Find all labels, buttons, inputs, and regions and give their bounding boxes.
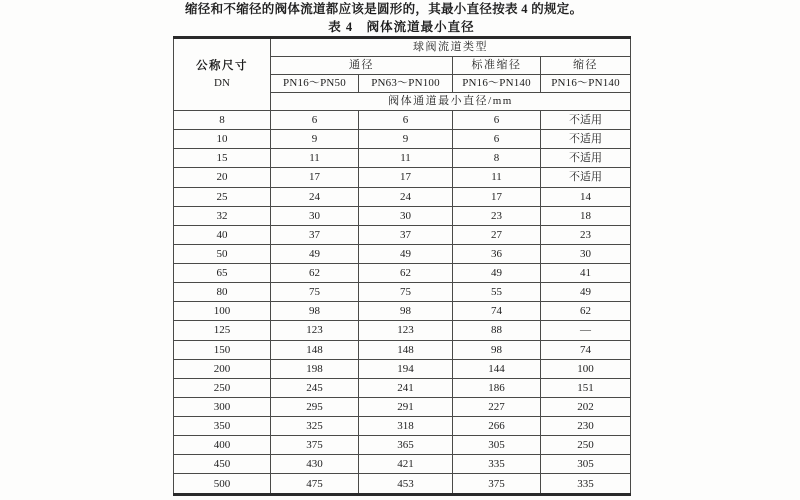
dn-cell: 10 (174, 130, 271, 149)
dn-cell: 40 (174, 225, 271, 244)
dn-cell: 100 (174, 302, 271, 321)
corner-header-line1: 公称尺寸 (196, 60, 248, 73)
value-cell: 227 (453, 397, 541, 416)
dn-cell: 500 (174, 474, 271, 495)
type-header-standard-reduced: 标准缩径 (453, 57, 541, 75)
value-cell: 11 (271, 149, 359, 168)
value-cell: 30 (541, 244, 631, 263)
value-cell: 123 (359, 321, 453, 340)
value-cell: 98 (271, 302, 359, 321)
value-cell: 375 (271, 436, 359, 455)
value-cell: 100 (541, 359, 631, 378)
table-row (174, 187, 631, 206)
value-cell: 144 (453, 359, 541, 378)
value-cell: 230 (541, 417, 631, 436)
unit-header-cell: 阀体通道最小直径/mm (271, 93, 631, 111)
value-cell: 305 (541, 455, 631, 474)
dn-cell: 350 (174, 417, 271, 436)
table-row (174, 168, 631, 187)
value-cell: 49 (541, 283, 631, 302)
corner-header-cell (174, 38, 271, 111)
value-cell: 74 (453, 302, 541, 321)
dn-cell: 450 (174, 455, 271, 474)
value-cell: 11 (453, 168, 541, 187)
value-cell: 17 (271, 168, 359, 187)
dn-cell: 32 (174, 206, 271, 225)
value-cell: 266 (453, 417, 541, 436)
value-cell: 475 (271, 474, 359, 495)
table-row (174, 359, 631, 378)
value-cell: 9 (271, 130, 359, 149)
value-cell: 62 (359, 264, 453, 283)
dn-cell: 250 (174, 378, 271, 397)
value-cell: 17 (453, 187, 541, 206)
dn-cell: 65 (174, 264, 271, 283)
type-header-full-bore: 通径 (271, 57, 453, 75)
value-cell: 325 (271, 417, 359, 436)
value-cell: 365 (359, 436, 453, 455)
table-row (174, 397, 631, 416)
pn-header-2: PN63～PN100 (359, 75, 453, 93)
value-cell: 151 (541, 378, 631, 397)
table-row (174, 206, 631, 225)
intro-paragraph: 缩径和不缩径的阀体流道都应该是圆形的，其最小直径按表 4 的规定。 (185, 2, 583, 16)
value-cell: 453 (359, 474, 453, 495)
value-cell: 75 (359, 283, 453, 302)
value-cell: 36 (453, 244, 541, 263)
value-cell: 37 (359, 225, 453, 244)
table-row (174, 283, 631, 302)
value-cell: 不适用 (541, 130, 631, 149)
table-row (174, 225, 631, 244)
dn-cell: 300 (174, 397, 271, 416)
dn-cell: 200 (174, 359, 271, 378)
value-cell: 9 (359, 130, 453, 149)
dn-cell: 150 (174, 340, 271, 359)
value-cell: 6 (453, 130, 541, 149)
value-cell: 291 (359, 397, 453, 416)
dn-cell: 20 (174, 168, 271, 187)
value-cell: 17 (359, 168, 453, 187)
value-cell: 198 (271, 359, 359, 378)
value-cell: 14 (541, 187, 631, 206)
value-cell: 55 (453, 283, 541, 302)
value-cell: 27 (453, 225, 541, 244)
table-row (174, 149, 631, 168)
table-row (174, 417, 631, 436)
value-cell: 23 (453, 206, 541, 225)
value-cell: 18 (541, 206, 631, 225)
value-cell: 23 (541, 225, 631, 244)
header-row-group (174, 38, 631, 57)
corner-header-line2: DN (214, 76, 230, 89)
value-cell: 421 (359, 455, 453, 474)
value-cell: 186 (453, 378, 541, 397)
dn-cell: 50 (174, 244, 271, 263)
value-cell: 295 (271, 397, 359, 416)
pn-header-3: PN16～PN140 (453, 75, 541, 93)
value-cell: 6 (453, 111, 541, 130)
table-row (174, 302, 631, 321)
value-cell: 318 (359, 417, 453, 436)
value-cell: 202 (541, 397, 631, 416)
group-header-cell: 球阀流道类型 (271, 38, 631, 57)
value-cell: 62 (541, 302, 631, 321)
value-cell: 245 (271, 378, 359, 397)
value-cell: 250 (541, 436, 631, 455)
value-cell: 148 (359, 340, 453, 359)
table-row (174, 321, 631, 340)
value-cell: 194 (359, 359, 453, 378)
value-cell: 335 (453, 455, 541, 474)
value-cell: 49 (359, 244, 453, 263)
value-cell: 6 (359, 111, 453, 130)
table-4-min-flow-diameter (173, 36, 631, 496)
value-cell: 6 (271, 111, 359, 130)
value-cell: 75 (271, 283, 359, 302)
dn-cell: 400 (174, 436, 271, 455)
value-cell: 305 (453, 436, 541, 455)
table-row (174, 130, 631, 149)
table-row (174, 340, 631, 359)
value-cell: 30 (271, 206, 359, 225)
value-cell: 49 (271, 244, 359, 263)
value-cell: 123 (271, 321, 359, 340)
value-cell: 30 (359, 206, 453, 225)
value-cell: 335 (541, 474, 631, 495)
value-cell: 430 (271, 455, 359, 474)
dn-cell: 80 (174, 283, 271, 302)
table-row (174, 111, 631, 130)
dn-cell: 125 (174, 321, 271, 340)
pn-header-4: PN16～PN140 (541, 75, 631, 93)
value-cell: 不适用 (541, 111, 631, 130)
value-cell: 8 (453, 149, 541, 168)
value-cell: 49 (453, 264, 541, 283)
dn-cell: 8 (174, 111, 271, 130)
value-cell: 24 (271, 187, 359, 206)
table-row (174, 474, 631, 495)
pn-header-1: PN16～PN50 (271, 75, 359, 93)
value-cell: 41 (541, 264, 631, 283)
table-row (174, 436, 631, 455)
value-cell: — (541, 321, 631, 340)
table-body (174, 111, 631, 495)
type-header-reduced: 缩径 (541, 57, 631, 75)
table-row (174, 455, 631, 474)
value-cell: 24 (359, 187, 453, 206)
dn-cell: 25 (174, 187, 271, 206)
table-title: 表 4 阀体流道最小直径 (328, 20, 475, 34)
table-row (174, 264, 631, 283)
table-row (174, 244, 631, 263)
value-cell: 98 (359, 302, 453, 321)
value-cell: 11 (359, 149, 453, 168)
value-cell: 148 (271, 340, 359, 359)
value-cell: 不适用 (541, 149, 631, 168)
value-cell: 37 (271, 225, 359, 244)
dn-cell: 15 (174, 149, 271, 168)
value-cell: 98 (453, 340, 541, 359)
value-cell: 62 (271, 264, 359, 283)
value-cell: 375 (453, 474, 541, 495)
value-cell: 不适用 (541, 168, 631, 187)
value-cell: 88 (453, 321, 541, 340)
value-cell: 74 (541, 340, 631, 359)
table-header (174, 38, 631, 111)
value-cell: 241 (359, 378, 453, 397)
table-row (174, 378, 631, 397)
